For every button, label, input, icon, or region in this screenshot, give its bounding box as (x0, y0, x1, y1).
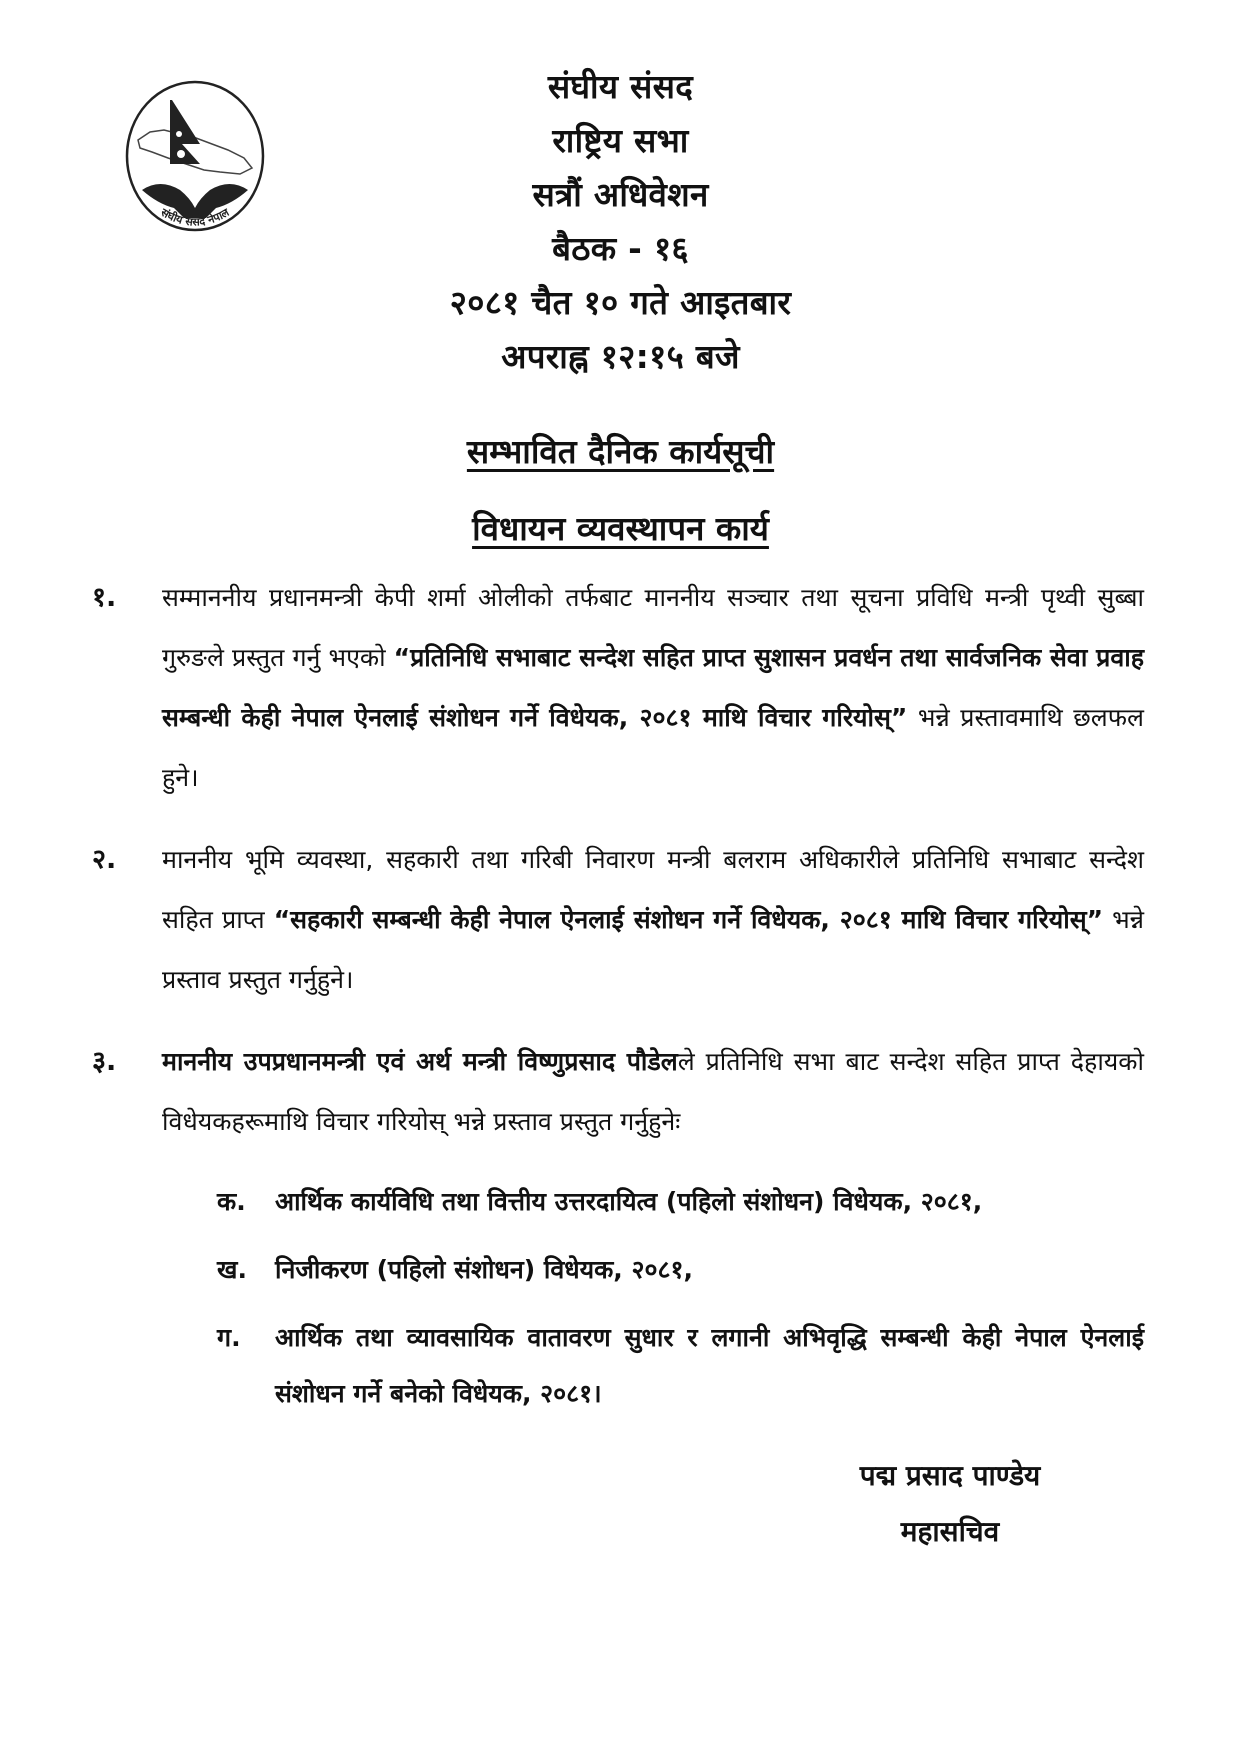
bill-label: ख. (217, 1255, 247, 1284)
item-text: माननीय भूमि व्यवस्था, सहकारी तथा गरिबी निवारण मन्त्री बलराम अधिकारीले प्रतिनिधि सभाबाट सन्देश सहित प्राप्त “सहकारी सम्बन्धी केही नेपाल ऐनलाई संशोधन गर्ने विधेयक, २०८१ माथि विचार गरियोस्” भन्ने प्रस्ताव प्रस्तुत गर्नुहुने। (162, 845, 1144, 994)
bill-item-ka (217, 1174, 1144, 1230)
agenda-items (92, 568, 1144, 1434)
bill-list (217, 1174, 1144, 1422)
logo-caption: संघीय संसद नेपाल (158, 205, 232, 229)
bill-label: ग. (217, 1323, 241, 1352)
agenda-item-1 (92, 568, 1144, 808)
bill-text: आर्थिक कार्यविधि तथा वित्तीय उत्तरदायित्व (पहिलो संशोधन) विधेयक, २०८१, (275, 1187, 983, 1216)
header-date: २०८१ चैत १० गते आइतबार (449, 283, 792, 322)
bill-item-kha (217, 1242, 1144, 1298)
bill-label: क. (217, 1187, 246, 1216)
bill-item-ga (217, 1310, 1144, 1422)
item-text: सम्माननीय प्रधानमन्त्री केपी शर्मा ओलीको तर्फबाट माननीय सञ्चार तथा सूचना प्रविधि मन्त्री पृथ्वी सुब्बा गुरुङले प्रस्तुत गर्नु भएको “प्रतिनिधि सभाबाट सन्देश सहित प्राप्त सुशासन प्रवर्धन तथा सार्वजनिक सेवा प्रवाह सम्बन्धी केही नेपाल ऐनलाई संशोधन गर्ने विधेयक, २०८१ माथि विचार गरियोस्” भन्ने प्रस्तावमाथि छलफल हुने। (162, 583, 1144, 792)
item-text: माननीय उपप्रधानमन्त्री एवं अर्थ मन्त्री विष्णुप्रसाद पौडेलले प्रतिनिधि सभा बाट सन्देश सहित प्राप्त देहायको विधेयकहरूमाथि विचार गरियोस् भन्ने प्रस्ताव प्रस्तुत गर्नुहुनेः (162, 1047, 1144, 1136)
agenda-item-3 (92, 1032, 1144, 1152)
page-title: सम्भावित दैनिक कार्यसूची (466, 432, 775, 471)
agenda-item-2 (92, 830, 1144, 1010)
header-meeting-number: बैठक - १६ (552, 229, 689, 268)
item-number: १. (92, 582, 117, 613)
header-national-assembly: राष्ट्रिय सभा (552, 121, 689, 160)
bill-text: निजीकरण (पहिलो संशोधन) विधेयक, २०८१, (275, 1255, 693, 1284)
signature-block (820, 1448, 1080, 1560)
section-heading: विधायन व्यवस्थापन कार्य (472, 509, 769, 548)
document-header (0, 60, 1241, 384)
signatory-name: पद्म प्रसाद पाण्डेय (859, 1459, 1041, 1492)
header-federal-parliament: संघीय संसद (547, 67, 694, 106)
header-time: अपराह्न १२:१५ बजे (501, 337, 740, 376)
bill-text: आर्थिक तथा व्यावसायिक वातावरण सुधार र लगानी अभिवृद्धि सम्बन्धी केही नेपाल ऐनलाई संशोधन गर्ने बनेको विधेयक, २०८१। (275, 1323, 1144, 1408)
signatory-designation: महासचिव (900, 1515, 1000, 1548)
item-number: ३. (92, 1046, 117, 1077)
header-session: सत्रौं अधिवेशन (532, 175, 709, 214)
item-number: २. (92, 844, 117, 875)
